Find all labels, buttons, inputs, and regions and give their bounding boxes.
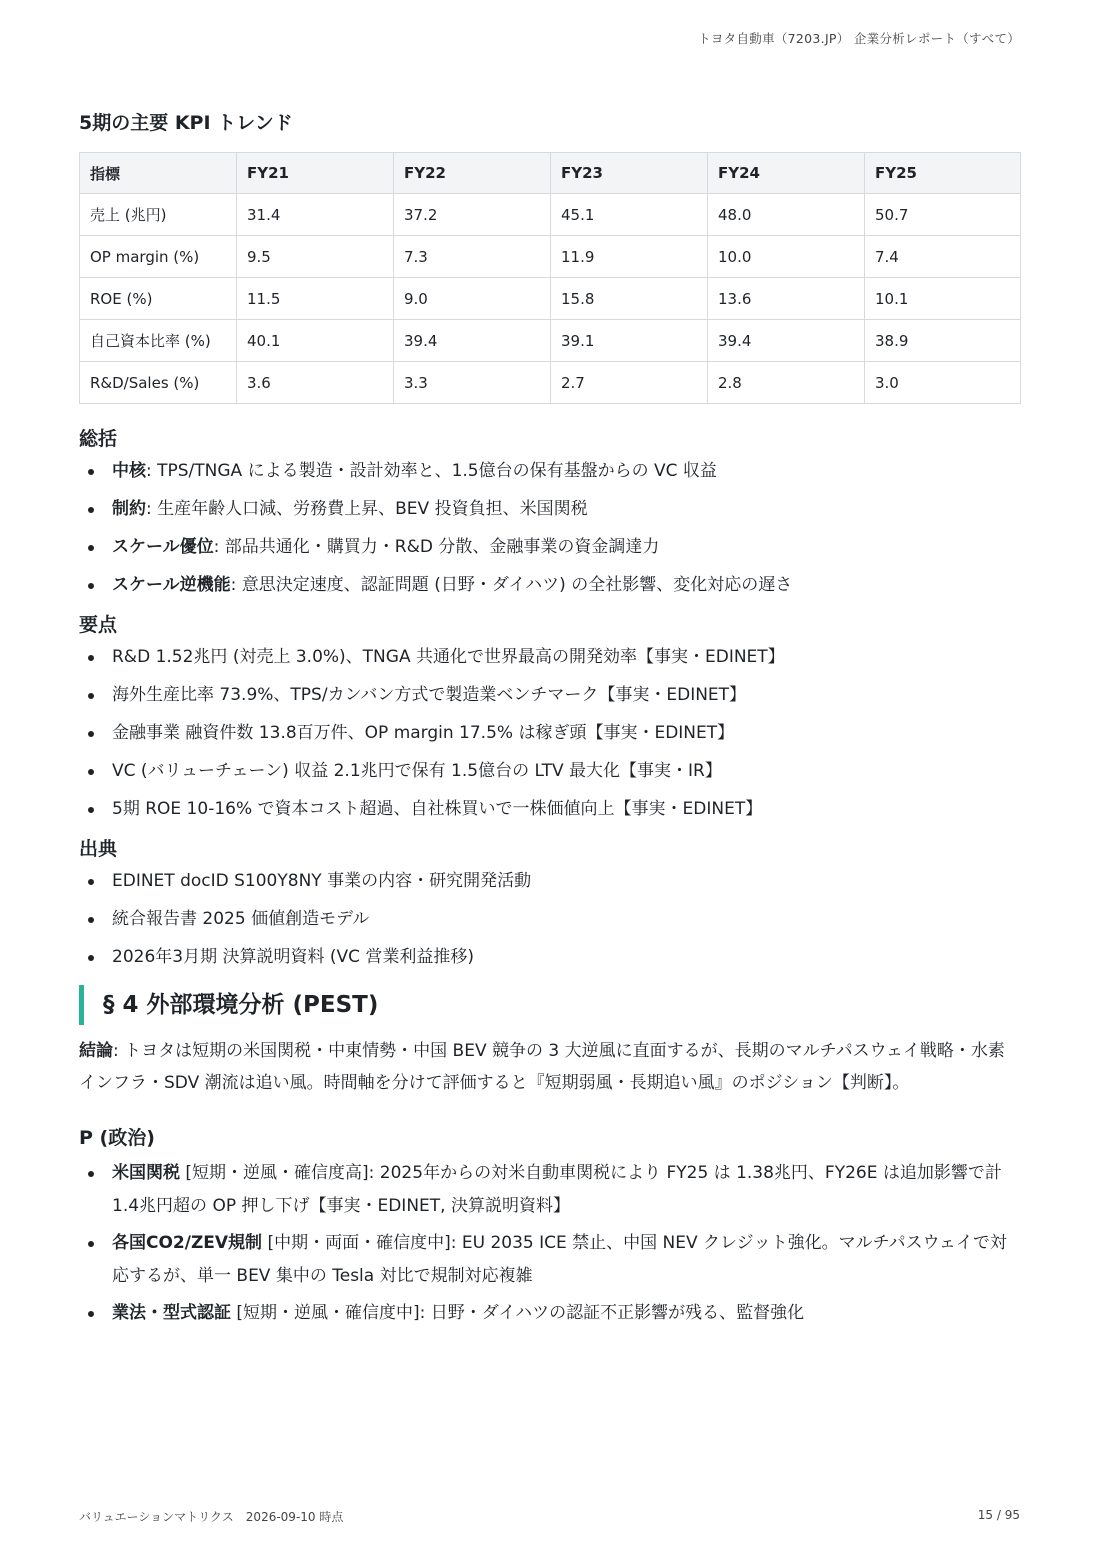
column-header: FY24 xyxy=(708,153,865,194)
item-text: [中期・両面・確信度中]: EU 2035 ICE 禁止、中国 NEV クレジット強化。マルチパスウェイで対応するが、単一 BEV 集中の Tesla 対比で規制対応複雑 xyxy=(112,1233,1007,1286)
table-cell: 2.7 xyxy=(551,362,708,404)
summary-section xyxy=(79,426,1020,597)
sources-list xyxy=(79,870,1020,969)
points-section xyxy=(79,612,1020,821)
list-item: EDINET docID S100Y8NY 事業の内容・研究開発活動 xyxy=(79,870,1020,893)
politics-title: P (政治) xyxy=(79,1127,155,1149)
item-text: [短期・逆風・確信度中]: 日野・ダイハツの認証不正影響が残る、監督強化 xyxy=(231,1303,805,1323)
list-item xyxy=(79,498,1020,521)
table-row xyxy=(80,362,1021,404)
conclusion-paragraph xyxy=(79,1035,1020,1099)
item-label: スケール優位 xyxy=(112,537,214,557)
item-text: : 生産年齢人口減、労務費上昇、BEV 投資負担、米国関税 xyxy=(146,499,588,519)
table-cell: 38.9 xyxy=(865,320,1021,362)
points-title: 要点 xyxy=(79,614,118,636)
item-label: 米国関税 xyxy=(112,1163,180,1183)
section-heading: § 4 外部環境分析 (PEST) xyxy=(79,985,1020,1025)
item-text: : 意思決定速度、認証問題 (日野・ダイハツ) の全社影響、変化対応の遅さ xyxy=(230,575,793,595)
table-cell: 37.2 xyxy=(394,194,551,236)
conclusion-label: 結論 xyxy=(79,1041,113,1061)
table-cell: 3.0 xyxy=(865,362,1021,404)
politics-list xyxy=(79,1157,1020,1330)
item-label: 各国CO2/ZEV規制 xyxy=(112,1233,263,1253)
column-header: FY21 xyxy=(237,153,394,194)
list-item: 金融事業 融資件数 13.8百万件、OP margin 17.5% は稼ぎ頭【事実・EDINET】 xyxy=(79,722,1020,745)
table-cell: OP margin (%) xyxy=(80,236,237,278)
table-cell: 3.3 xyxy=(394,362,551,404)
table-cell: 50.7 xyxy=(865,194,1021,236)
item-label: 制約 xyxy=(112,499,146,519)
list-item xyxy=(79,1227,1020,1293)
list-item xyxy=(79,536,1020,559)
table-cell: 39.4 xyxy=(394,320,551,362)
table-cell: R&D/Sales (%) xyxy=(80,362,237,404)
list-item: 5期 ROE 10-16% で資本コスト超過、自社株買いで一株価値向上【事実・EDINET】 xyxy=(79,798,1020,821)
conclusion-text: : トヨタは短期の米国関税・中東情勢・中国 BEV 競争の 3 大逆風に直面するが、長期のマルチパスウェイ戦略・水素インフラ・SDV 潮流は追い風。時間軸を分けて評価すると『短期弱風・長期追い風』のポジション【判断】。 xyxy=(79,1041,1005,1093)
page-header: トヨタ自動車（7203.JP） 企業分析レポート（すべて） xyxy=(698,31,1020,46)
item-label: 中核 xyxy=(112,461,146,481)
table-cell: 11.5 xyxy=(237,278,394,320)
table-cell: 13.6 xyxy=(708,278,865,320)
table-cell: 10.0 xyxy=(708,236,865,278)
column-header: FY25 xyxy=(865,153,1021,194)
table-cell: 48.0 xyxy=(708,194,865,236)
table-row xyxy=(80,194,1021,236)
kpi-header-row xyxy=(80,153,1021,194)
list-item: 統合報告書 2025 価値創造モデル xyxy=(79,908,1020,931)
item-label: スケール逆機能 xyxy=(112,575,231,595)
list-item xyxy=(79,1297,1020,1330)
list-item: VC (バリューチェーン) 収益 2.1兆円で保有 1.5億台の LTV 最大化【事実・IR】 xyxy=(79,760,1020,783)
list-item: R&D 1.52兆円 (対売上 3.0%)、TNGA 共通化で世界最高の開発効率【事実・EDINET】 xyxy=(79,646,1020,669)
page-content xyxy=(79,108,1020,1334)
table-cell: 39.1 xyxy=(551,320,708,362)
politics-section xyxy=(79,1125,1020,1330)
table-cell: 2.8 xyxy=(708,362,865,404)
list-item xyxy=(79,574,1020,597)
table-cell: 3.6 xyxy=(237,362,394,404)
table-cell: 39.4 xyxy=(708,320,865,362)
footer-source: バリュエーションマトリクス 2026-09-10 時点 xyxy=(79,1510,344,1524)
kpi-table xyxy=(79,152,1021,404)
table-row xyxy=(80,320,1021,362)
list-item: 海外生産比率 73.9%、TPS/カンバン方式で製造業ベンチマーク【事実・EDINET】 xyxy=(79,684,1020,707)
list-item: 2026年3月期 決算説明資料 (VC 営業利益推移) xyxy=(79,946,1020,969)
sources-section xyxy=(79,836,1020,969)
page-number: 15 / 95 xyxy=(977,1508,1020,1522)
sources-title: 出典 xyxy=(79,838,118,860)
points-list xyxy=(79,646,1020,821)
table-cell: 10.1 xyxy=(865,278,1021,320)
kpi-title: 5期の主要 KPI トレンド xyxy=(79,112,293,134)
table-cell: 7.4 xyxy=(865,236,1021,278)
table-cell: 7.3 xyxy=(394,236,551,278)
item-text: [短期・逆風・確信度高]: 2025年からの対米自動車関税により FY25 は 1.38兆円、FY26E は追加影響で計 1.4兆円超の OP 押し下げ【事実・EDINET, 決算説明資料】 xyxy=(112,1163,1002,1216)
list-item xyxy=(79,460,1020,483)
table-cell: 売上 (兆円) xyxy=(80,194,237,236)
column-header: FY22 xyxy=(394,153,551,194)
table-cell: 45.1 xyxy=(551,194,708,236)
table-cell: 40.1 xyxy=(237,320,394,362)
list-item xyxy=(79,1157,1020,1223)
table-cell: 11.9 xyxy=(551,236,708,278)
table-row xyxy=(80,236,1021,278)
table-cell: 自己資本比率 (%) xyxy=(80,320,237,362)
table-row xyxy=(80,278,1021,320)
column-header: FY23 xyxy=(551,153,708,194)
table-cell: 9.0 xyxy=(394,278,551,320)
table-cell: 9.5 xyxy=(237,236,394,278)
item-label: 業法・型式認証 xyxy=(112,1303,231,1323)
item-text: : 部品共通化・購買力・R&D 分散、金融事業の資金調達力 xyxy=(213,537,660,557)
table-cell: ROE (%) xyxy=(80,278,237,320)
column-header: 指標 xyxy=(80,153,237,194)
summary-title: 総括 xyxy=(79,428,118,450)
item-text: : TPS/TNGA による製造・設計効率と、1.5億台の保有基盤からの VC 収益 xyxy=(146,461,717,481)
table-cell: 15.8 xyxy=(551,278,708,320)
summary-list xyxy=(79,460,1020,597)
table-cell: 31.4 xyxy=(237,194,394,236)
